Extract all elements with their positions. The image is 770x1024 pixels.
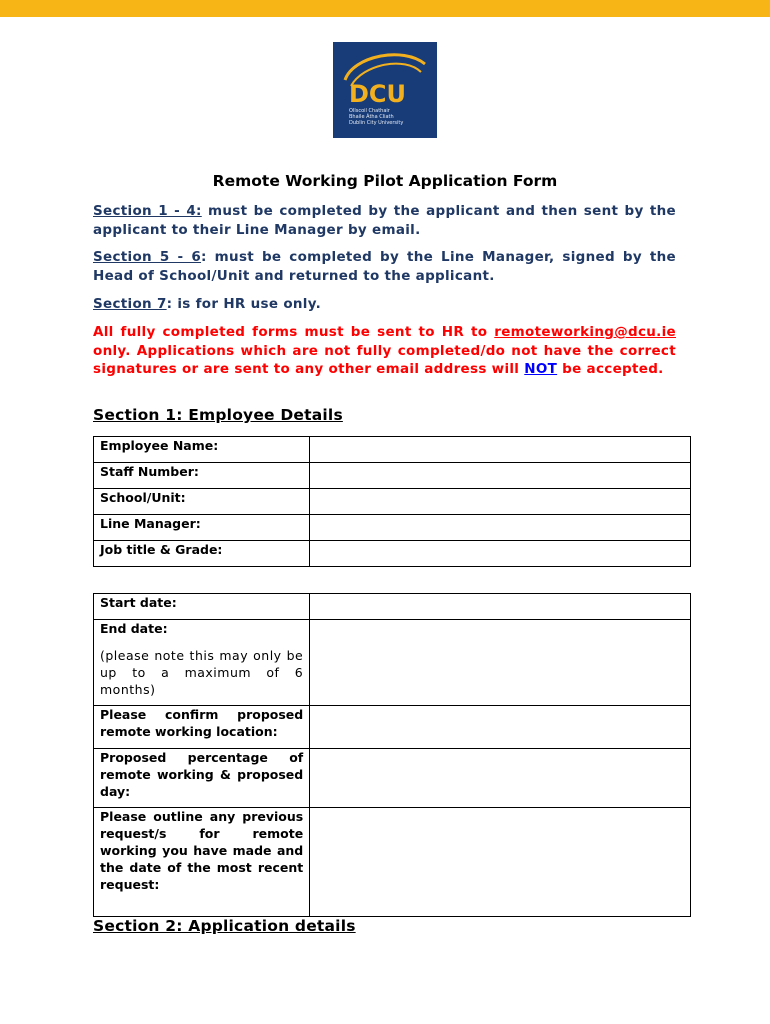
logo-wordmark: DCU bbox=[349, 80, 407, 108]
school-unit-field[interactable] bbox=[310, 489, 691, 515]
section-1-heading: Section 1: Employee Details bbox=[93, 406, 343, 424]
end-date-label: End date: (please note this may only be up to a maximum of 6 months) bbox=[94, 620, 310, 706]
line-manager-field[interactable] bbox=[310, 515, 691, 541]
table-row bbox=[94, 749, 691, 808]
logo-caption: Ollscoil Chathair Bhaile Átha Cliath Dublin City University bbox=[349, 108, 404, 126]
table-row bbox=[94, 463, 691, 489]
section-2-heading: Section 2: Application details bbox=[93, 917, 356, 935]
table-row bbox=[94, 706, 691, 749]
staff-number-field[interactable] bbox=[310, 463, 691, 489]
table-row bbox=[94, 489, 691, 515]
instruction-sections-5-6: Section 5 - 6: must be completed by the Line Manager, signed by the Head of School/Unit and returned to the applicant. bbox=[93, 249, 676, 284]
end-date-note: (please note this may only be up to a maximum of 6 months) bbox=[100, 648, 304, 697]
hr-email-link[interactable]: remoteworking@dcu.ie bbox=[494, 324, 676, 340]
previous-requests-label: Please outline any previous request/s for remote working you have made and the date of the most recent request: bbox=[94, 808, 310, 917]
instruction-sections-1-4: Section 1 - 4: must be completed by the applicant and then sent by the applicant to their Line Manager by email. bbox=[93, 203, 676, 238]
job-title-grade-label: Job title & Grade: bbox=[94, 541, 310, 567]
top-accent-bar bbox=[0, 0, 770, 17]
instruction-section-7: Section 7: is for HR use only. bbox=[93, 296, 322, 312]
end-date-field[interactable] bbox=[310, 620, 691, 706]
remote-percentage-field[interactable] bbox=[310, 749, 691, 808]
table-row bbox=[94, 437, 691, 463]
remote-location-field[interactable] bbox=[310, 706, 691, 749]
page-title: Remote Working Pilot Application Form bbox=[212, 172, 558, 190]
table-row bbox=[94, 594, 691, 620]
school-unit-label: School/Unit: bbox=[94, 489, 310, 515]
previous-requests-field[interactable] bbox=[310, 808, 691, 917]
employee-details-table bbox=[93, 436, 691, 567]
table-row bbox=[94, 620, 691, 706]
start-date-field[interactable] bbox=[310, 594, 691, 620]
staff-number-label: Staff Number: bbox=[94, 463, 310, 489]
table-row bbox=[94, 515, 691, 541]
remote-percentage-label: Proposed percentage of remote working & proposed day: bbox=[94, 749, 310, 808]
submission-warning: All fully completed forms must be sent to HR to remoteworking@dcu.ie only. Applications which are not fully completed/do not have the correct signatures or are sent to any other email address will NOT be accepted. bbox=[93, 324, 676, 377]
dcu-logo bbox=[333, 42, 437, 138]
employee-name-field[interactable] bbox=[310, 437, 691, 463]
remote-working-dates-table bbox=[93, 593, 691, 917]
not-emphasis: NOT bbox=[524, 361, 558, 377]
table-row bbox=[94, 808, 691, 917]
job-title-grade-field[interactable] bbox=[310, 541, 691, 567]
start-date-label: Start date: bbox=[94, 594, 310, 620]
remote-location-label: Please confirm proposed remote working location: bbox=[94, 706, 310, 749]
table-row bbox=[94, 541, 691, 567]
employee-name-label: Employee Name: bbox=[94, 437, 310, 463]
line-manager-label: Line Manager: bbox=[94, 515, 310, 541]
